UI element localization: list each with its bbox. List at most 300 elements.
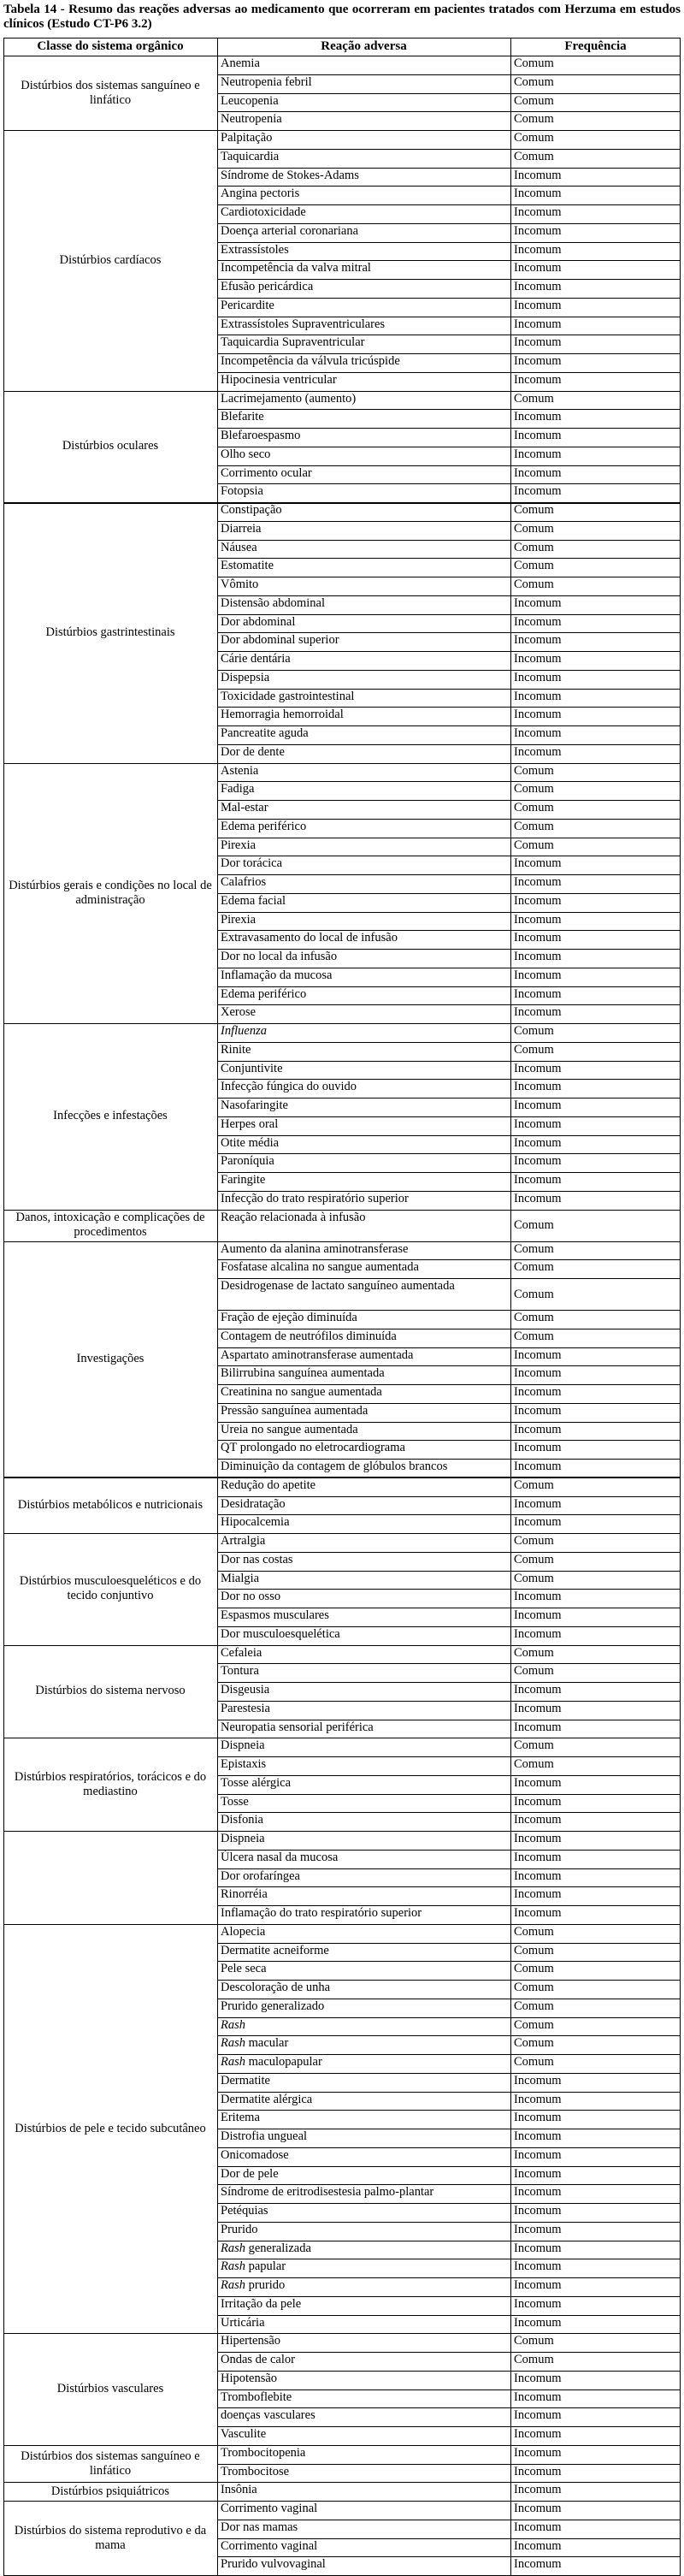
frequency-cell: Incomum — [514, 484, 562, 499]
frequency-cell: Incomum — [514, 1005, 562, 1020]
reaction-cell: Dor de pele — [221, 2166, 279, 2181]
frequency-cell: Incomum — [514, 261, 562, 275]
frequency-cell: Incomum — [514, 465, 562, 480]
frequency-cell: Incomum — [514, 708, 562, 722]
frequency-cell: Comum — [514, 2353, 554, 2366]
frequency-cell: Incomum — [514, 614, 562, 629]
frequency-cell: Incomum — [514, 950, 562, 963]
frequency-cell: Incomum — [514, 1813, 562, 1827]
frequency-cell: Incomum — [514, 2073, 562, 2087]
frequency-cell: Comum — [514, 1981, 554, 1994]
frequency-cell: Incomum — [514, 1720, 562, 1734]
frequency-cell: Incomum — [514, 298, 562, 312]
header-classe: Classe do sistema orgânico — [37, 39, 184, 53]
reaction-italic-term: Rash — [221, 2036, 245, 2051]
reaction-cell: Tosse — [221, 1794, 249, 1809]
frequency-cell: Incomum — [514, 689, 562, 703]
reaction-cell: Rash prurido — [221, 2278, 286, 2292]
frequency-cell: Incomum — [514, 2315, 562, 2330]
frequency-cell: Comum — [514, 93, 554, 108]
reaction-cell: Úlcera nasal da mucosa — [221, 1850, 339, 1864]
frequency-cell: Comum — [514, 1042, 554, 1057]
table-rule — [3, 38, 4, 2576]
reaction-cell: Dispneia — [221, 1832, 265, 1845]
frequency-cell: Incomum — [514, 2278, 562, 2292]
frequency-cell: Comum — [514, 1999, 554, 2013]
table-rule — [510, 38, 511, 2576]
frequency-cell: Incomum — [514, 1422, 562, 1436]
frequency-cell: Incomum — [514, 1099, 562, 1112]
organ-class-cell: Distúrbios metabólicos e nutricionais — [17, 1497, 203, 1512]
frequency-cell: Incomum — [514, 1080, 562, 1094]
frequency-cell: Incomum — [514, 187, 562, 201]
reaction-cell: Dor abdominal superior — [221, 633, 339, 648]
organ-class-cell: Distúrbios do sistema nervoso — [35, 1684, 186, 1698]
frequency-cell: Incomum — [514, 2185, 562, 2200]
frequency-cell: Incomum — [514, 1794, 562, 1809]
frequency-cell: Comum — [514, 2036, 554, 2051]
frequency-cell: Incomum — [514, 1683, 562, 1697]
frequency-cell: Incomum — [514, 2129, 562, 2143]
reaction-cell: Anemia — [221, 56, 260, 70]
reaction-cell: Dor torácica — [221, 856, 283, 871]
reaction-cell: Blefarite — [221, 410, 264, 424]
reaction-cell: Herpes oral — [221, 1116, 279, 1131]
reaction-cell: Cardiotoxicidade — [221, 205, 306, 219]
frequency-cell: Incomum — [514, 2371, 562, 2385]
reaction-cell: Trombocitose — [221, 2464, 290, 2478]
frequency-cell: Comum — [514, 1024, 554, 1038]
reaction-cell: Insônia — [221, 2483, 257, 2497]
frequency-cell: Comum — [514, 838, 554, 852]
reaction-cell: Distrofia ungueal — [221, 2129, 308, 2143]
reaction-italic-term: Rash — [221, 2017, 245, 2032]
reaction-cell: Rash papular — [221, 2259, 286, 2274]
frequency-cell: Incomum — [514, 2464, 562, 2478]
frequency-cell: Incomum — [514, 1061, 562, 1075]
frequency-cell: Incomum — [514, 1496, 562, 1511]
frequency-cell: Incomum — [514, 1173, 562, 1187]
reaction-cell: Olho seco — [221, 447, 271, 461]
organ-class-cell: Distúrbios cardíacos — [59, 252, 162, 267]
reaction-cell: Fração de ejeção diminuída — [221, 1311, 357, 1324]
frequency-cell: Incomum — [514, 2111, 562, 2125]
frequency-cell: Incomum — [514, 1135, 562, 1150]
reaction-cell: Vasculite — [221, 2427, 267, 2441]
reaction-cell: Tromboflebite — [221, 2389, 292, 2404]
reaction-cell: Extrassístoles Supraventriculares — [221, 317, 386, 331]
organ-class-cell: Distúrbios gerais e condições no local de administração — [9, 878, 212, 907]
reaction-cell: Vômito — [221, 577, 259, 591]
reaction-cell: Náusea — [221, 540, 257, 554]
reaction-cell: Edema facial — [221, 893, 286, 908]
organ-class-cell: Infecções e infestações — [53, 1109, 168, 1123]
frequency-cell: Incomum — [514, 1385, 562, 1399]
organ-class-cell: Distúrbios de pele e tecido subcutâneo — [15, 2121, 206, 2135]
frequency-cell: Incomum — [514, 1590, 562, 1604]
frequency-cell: Incomum — [514, 2557, 562, 2572]
frequency-cell: Incomum — [514, 280, 562, 293]
frequency-cell: Incomum — [514, 1701, 562, 1715]
frequency-cell: Incomum — [514, 1906, 562, 1920]
organ-class-cell: Danos, intoxicação e complicações de procedimentos — [15, 1211, 205, 1239]
reaction-cell: Corrimento vaginal — [221, 2538, 318, 2553]
organ-class-cell: Distúrbios vasculares — [56, 2382, 164, 2395]
reaction-cell: Rash generalizada — [221, 2241, 311, 2255]
organ-class-cell: Distúrbios dos sistemas sanguíneo e linfático — [21, 78, 200, 107]
frequency-cell: Comum — [514, 1241, 554, 1256]
frequency-cell: Incomum — [514, 652, 562, 666]
frequency-cell: Incomum — [514, 1116, 562, 1131]
reaction-cell: Fotopsia — [221, 484, 263, 499]
reaction-cell: Faringite — [221, 1173, 266, 1187]
frequency-cell: Comum — [514, 1552, 554, 1566]
reaction-cell: Rinorréia — [221, 1887, 268, 1902]
reaction-cell: Dor de dente — [221, 744, 285, 759]
frequency-cell: Comum — [514, 1757, 554, 1771]
reaction-cell: Disgeusia — [221, 1683, 270, 1697]
frequency-cell: Comum — [514, 391, 554, 406]
table-caption: Tabela 14 - Resumo das reações adversas ao medicamento que ocorreram em pacientes tratados com Herzuma em estudos clínicos (Estudo CT-P6 3.2) — [3, 3, 681, 31]
reaction-cell: Prurido vulvovaginal — [221, 2557, 326, 2572]
reaction-cell: Parestesia — [221, 1701, 270, 1715]
reaction-cell: Contagem de neutrófilos diminuída — [221, 1329, 397, 1343]
reaction-cell: Desidrogenase de lactato sanguíneo aumentada — [221, 1279, 455, 1293]
reaction-cell: Aumento da alanina aminotransferase — [221, 1241, 409, 1256]
organ-class-cell: Distúrbios dos sistemas sanguíneo e linfático — [21, 2449, 200, 2478]
reaction-cell: Paroníquia — [221, 1154, 274, 1169]
organ-class-cell: Investigações — [76, 1352, 144, 1366]
frequency-cell: Comum — [514, 1645, 554, 1660]
reaction-cell — [217, 2017, 510, 2036]
frequency-cell: Incomum — [514, 205, 562, 219]
reaction-cell: Neutropenia — [221, 112, 282, 127]
frequency-cell: Comum — [514, 559, 554, 573]
frequency-cell: Comum — [514, 1477, 554, 1492]
reaction-cell: Desidratação — [221, 1496, 286, 1511]
frequency-cell: Incomum — [514, 726, 562, 740]
reaction-cell: Dispneia — [221, 1738, 265, 1753]
reaction-cell: Disfonia — [221, 1813, 263, 1827]
frequency-cell: Incomum — [514, 2259, 562, 2274]
frequency-cell: Incomum — [514, 2445, 562, 2460]
reaction-cell: Prurido — [221, 2222, 258, 2236]
reaction-cell: Trombocitopenia — [221, 2445, 306, 2460]
reaction-cell: Mialgia — [221, 1571, 260, 1585]
frequency-cell: Incomum — [514, 1403, 562, 1418]
reaction-cell: Diarreia — [221, 521, 262, 536]
table-rule — [217, 38, 218, 2576]
frequency-cell: Comum — [514, 1329, 554, 1343]
frequency-cell: Comum — [514, 56, 554, 70]
organ-class-cell: Distúrbios psiquiátricos — [50, 2484, 170, 2498]
reaction-cell: Rash maculopapular — [221, 2055, 322, 2069]
reaction-cell: Petéquias — [221, 2204, 268, 2218]
reaction-cell: Hipocinesia ventricular — [221, 372, 337, 387]
reaction-cell: Dermatite acneiforme — [221, 1943, 329, 1957]
frequency-cell: Incomum — [514, 410, 562, 424]
reaction-cell: Hipocalcemia — [221, 1515, 290, 1530]
reaction-cell: Toxicidade gastrointestinal — [221, 689, 355, 703]
frequency-cell: Comum — [514, 149, 554, 163]
frequency-cell: Comum — [514, 1287, 554, 1301]
frequency-cell: Incomum — [514, 670, 562, 684]
reaction-cell: Dor nas mamas — [221, 2520, 298, 2534]
frequency-cell: Comum — [514, 1962, 554, 1976]
frequency-cell: Comum — [514, 540, 554, 554]
frequency-cell: Comum — [514, 1943, 554, 1957]
reaction-cell: Extrassístoles — [221, 242, 289, 257]
reaction-cell: Infecção fúngica do ouvido — [221, 1080, 357, 1094]
reaction-cell: Síndrome de eritrodisestesia palmo-plantar — [221, 2185, 434, 2200]
reaction-cell: Pressão sanguínea aumentada — [221, 1403, 369, 1418]
reaction-cell: Edema periférico — [221, 819, 307, 833]
organ-class-cell: Distúrbios do sistema reprodutivo e da mama — [14, 2523, 207, 2552]
frequency-cell: Incomum — [514, 2147, 562, 2162]
adverse-reactions-table — [0, 38, 684, 2572]
frequency-cell: Incomum — [514, 372, 562, 387]
frequency-cell: Incomum — [514, 1626, 562, 1641]
reaction-cell: Pancreatite aguda — [221, 726, 309, 740]
frequency-cell: Incomum — [514, 856, 562, 871]
reaction-italic-term: Influenza — [221, 1024, 267, 1038]
frequency-cell: Incomum — [514, 2502, 562, 2515]
frequency-cell: Incomum — [514, 1347, 562, 1362]
reaction-cell: QT prolongado no eletrocardiograma — [221, 1441, 405, 1455]
reaction-cell: Blefaroespasmo — [221, 429, 301, 442]
frequency-cell: Incomum — [514, 875, 562, 889]
reaction-cell: Angina pectoris — [221, 187, 300, 201]
reaction-cell: Bilirrubina sanguínea aumentada — [221, 1366, 385, 1381]
reaction-cell: Incompetência da valva mitral — [221, 261, 371, 275]
reaction-cell: doenças vasculares — [221, 2408, 315, 2423]
reaction-cell: Fosfatase alcalina no sangue aumentada — [221, 1260, 419, 1275]
reaction-cell: Distensão abdominal — [221, 595, 326, 610]
frequency-cell: Incomum — [514, 912, 562, 927]
reaction-cell: Dermatite alérgica — [221, 2092, 313, 2106]
reaction-italic-term: Rash — [221, 2278, 245, 2292]
frequency-cell: Incomum — [514, 633, 562, 648]
frequency-cell: Incomum — [514, 242, 562, 257]
frequency-cell: Incomum — [514, 429, 562, 442]
reaction-cell: Dor orofaríngea — [221, 1868, 300, 1883]
reaction-cell: Edema periférico — [221, 986, 307, 1001]
frequency-cell: Incomum — [514, 2241, 562, 2255]
reaction-cell: Dor abdominal — [221, 614, 296, 629]
reaction-cell: Creatinina no sangue aumentada — [221, 1385, 382, 1399]
reaction-cell: Lacrimejamento (aumento) — [221, 391, 357, 406]
reaction-cell: Pericardite — [221, 298, 274, 312]
header-frequencia: Frequência — [564, 39, 627, 53]
reaction-cell: Alopecia — [221, 1924, 266, 1939]
frequency-cell: Incomum — [514, 1366, 562, 1381]
frequency-cell: Incomum — [514, 744, 562, 759]
frequency-cell: Incomum — [514, 223, 562, 238]
frequency-cell: Comum — [514, 112, 554, 127]
reaction-cell: Rinite — [221, 1042, 251, 1057]
reaction-cell: Dor no osso — [221, 1590, 281, 1604]
reaction-cell: Redução do apetite — [221, 1477, 316, 1492]
frequency-cell: Incomum — [514, 335, 562, 350]
frequency-cell: Incomum — [514, 595, 562, 610]
frequency-cell: Incomum — [514, 2092, 562, 2106]
reaction-cell: Conjuntivite — [221, 1061, 283, 1075]
reaction-cell: Hemorragia hemorroidal — [221, 708, 344, 722]
frequency-cell: Incomum — [514, 2408, 562, 2423]
frequency-cell: Comum — [514, 1311, 554, 1324]
frequency-cell: Comum — [514, 1738, 554, 1753]
reaction-cell: Urticária — [221, 2315, 265, 2330]
frequency-cell: Comum — [514, 74, 554, 89]
reaction-cell: Ureia no sangue aumentada — [221, 1422, 358, 1436]
reaction-cell: Cárie dentária — [221, 652, 291, 666]
reaction-cell: Hipotensão — [221, 2371, 278, 2385]
frequency-cell: Incomum — [514, 2520, 562, 2534]
reaction-cell: Epistaxis — [221, 1757, 267, 1771]
frequency-cell: Incomum — [514, 1460, 562, 1473]
reaction-cell: Estomatite — [221, 559, 274, 573]
organ-class-cell: Distúrbios oculares — [62, 439, 159, 453]
frequency-cell: Comum — [514, 577, 554, 591]
reaction-italic-term: Rash — [221, 2259, 245, 2274]
frequency-cell: Comum — [514, 1260, 554, 1275]
frequency-cell: Incomum — [514, 354, 562, 368]
reaction-cell: Reação relacionada à infusão — [221, 1210, 366, 1224]
frequency-cell: Incomum — [514, 2296, 562, 2311]
reaction-cell: Otite média — [221, 1135, 280, 1150]
reaction-cell: Cefaleia — [221, 1645, 262, 1660]
frequency-cell: Incomum — [514, 317, 562, 331]
reaction-cell: Rash macular — [221, 2036, 289, 2051]
reaction-cell: Neutropenia febril — [221, 74, 312, 89]
organ-class-cell: Distúrbios respiratórios, torácicos e do mediastino — [14, 1769, 207, 1798]
reaction-cell: Tontura — [221, 1664, 259, 1679]
reaction-cell: Calafrios — [221, 875, 267, 889]
reaction-cell: Artralgia — [221, 1534, 266, 1548]
frequency-cell: Incomum — [514, 2389, 562, 2404]
frequency-cell: Incomum — [514, 2166, 562, 2181]
frequency-cell: Comum — [514, 503, 554, 517]
reaction-cell: Neuropatia sensorial periférica — [221, 1720, 374, 1734]
frequency-cell: Incomum — [514, 931, 562, 945]
frequency-cell: Comum — [514, 782, 554, 796]
reaction-cell: Tosse alérgica — [221, 1775, 292, 1790]
reaction-cell: Xerose — [221, 1005, 256, 1020]
reaction-cell: Dermatite — [221, 2073, 270, 2087]
frequency-cell: Incomum — [514, 2222, 562, 2236]
reaction-cell — [217, 1023, 510, 1042]
frequency-cell: Comum — [514, 763, 554, 778]
frequency-cell: Incomum — [514, 1887, 562, 1902]
reaction-cell: Palpitação — [221, 131, 273, 145]
reaction-cell: Mal-estar — [221, 801, 268, 814]
organ-class-cell — [3, 1831, 217, 1924]
reaction-cell: Fadiga — [221, 782, 255, 796]
frequency-cell: Incomum — [514, 968, 562, 982]
reaction-cell: Pele seca — [221, 1962, 267, 1976]
frequency-cell: Comum — [514, 1664, 554, 1679]
reaction-cell: Taquicardia — [221, 149, 280, 163]
reaction-cell: Síndrome de Stokes-Adams — [221, 168, 359, 182]
frequency-cell: Incomum — [514, 168, 562, 182]
frequency-cell: Incomum — [514, 1515, 562, 1530]
frequency-cell: Incomum — [514, 2483, 562, 2497]
reaction-cell: Dor nas costas — [221, 1552, 293, 1566]
frequency-cell: Comum — [514, 1534, 554, 1548]
frequency-cell: Incomum — [514, 1832, 562, 1845]
reaction-cell: Diminuição da contagem de glóbulos brancos — [221, 1460, 448, 1473]
reaction-cell: Leucopenia — [221, 93, 279, 108]
frequency-cell: Incomum — [514, 1441, 562, 1455]
frequency-cell: Incomum — [514, 2204, 562, 2218]
frequency-cell: Comum — [514, 1924, 554, 1939]
header-reacao: Reação adversa — [321, 39, 407, 53]
reaction-cell: Prurido generalizado — [221, 1999, 325, 2013]
frequency-cell: Comum — [514, 521, 554, 536]
frequency-cell: Incomum — [514, 893, 562, 908]
reaction-cell: Dor musculoesquelética — [221, 1626, 340, 1641]
frequency-cell: Comum — [514, 819, 554, 833]
reaction-cell: Corrimento ocular — [221, 465, 312, 480]
reaction-cell: Dor no local da infusão — [221, 950, 338, 963]
reaction-cell: Ondas de calor — [221, 2353, 295, 2366]
table-rule — [680, 38, 681, 2576]
frequency-cell: Incomum — [514, 1775, 562, 1790]
frequency-cell: Incomum — [514, 986, 562, 1001]
frequency-cell: Comum — [514, 1218, 554, 1232]
frequency-cell: Comum — [514, 1571, 554, 1585]
reaction-cell: Extravasamento do local de infusão — [221, 931, 398, 945]
reaction-italic-term: Rash — [221, 2055, 245, 2069]
frequency-cell: Comum — [514, 2017, 554, 2032]
reaction-cell: Inflamação do trato respiratório superior — [221, 1906, 422, 1920]
frequency-cell: Incomum — [514, 1608, 562, 1622]
frequency-cell: Comum — [514, 2334, 554, 2348]
frequency-cell: Incomum — [514, 2538, 562, 2553]
reaction-cell: Descoloração de unha — [221, 1981, 331, 1994]
reaction-cell: Doença arterial coronariana — [221, 223, 359, 238]
reaction-cell: Aspartato aminotransferase aumentada — [221, 1347, 414, 1362]
reaction-cell: Hipertensão — [221, 2334, 281, 2348]
reaction-cell: Efusão pericárdica — [221, 280, 314, 293]
reaction-cell: Constipação — [221, 503, 282, 517]
reaction-cell: Pirexia — [221, 838, 256, 852]
frequency-cell: Comum — [514, 2055, 554, 2069]
frequency-cell: Incomum — [514, 1850, 562, 1864]
organ-class-cell: Distúrbios musculoesqueléticos e do tecido conjuntivo — [19, 1574, 202, 1603]
reaction-cell: Espasmos musculares — [221, 1608, 329, 1622]
frequency-cell: Comum — [514, 131, 554, 145]
reaction-cell: Corrimento vaginal — [221, 2502, 318, 2515]
reaction-cell: Infecção do trato respiratório superior — [221, 1191, 409, 1205]
frequency-cell: Incomum — [514, 2427, 562, 2441]
reaction-cell: Incompetência da válvula tricúspide — [221, 354, 400, 368]
organ-class-cell: Distúrbios gastrintestinais — [45, 625, 175, 639]
reaction-cell: Pirexia — [221, 912, 256, 927]
reaction-cell: Inflamação da mucosa — [221, 968, 333, 982]
reaction-cell: Eritema — [221, 2111, 260, 2125]
reaction-cell: Nasofaringite — [221, 1099, 288, 1112]
frequency-cell: Incomum — [514, 1868, 562, 1883]
reaction-cell: Astenia — [221, 763, 259, 778]
reaction-cell: Taquicardia Supraventricular — [221, 335, 365, 350]
frequency-cell: Comum — [514, 801, 554, 814]
reaction-cell: Dispepsia — [221, 670, 270, 684]
reaction-cell: Onicomadose — [221, 2147, 289, 2162]
reaction-cell: Irritação da pele — [221, 2296, 302, 2311]
frequency-cell: Incomum — [514, 447, 562, 461]
frequency-cell: Incomum — [514, 1154, 562, 1169]
